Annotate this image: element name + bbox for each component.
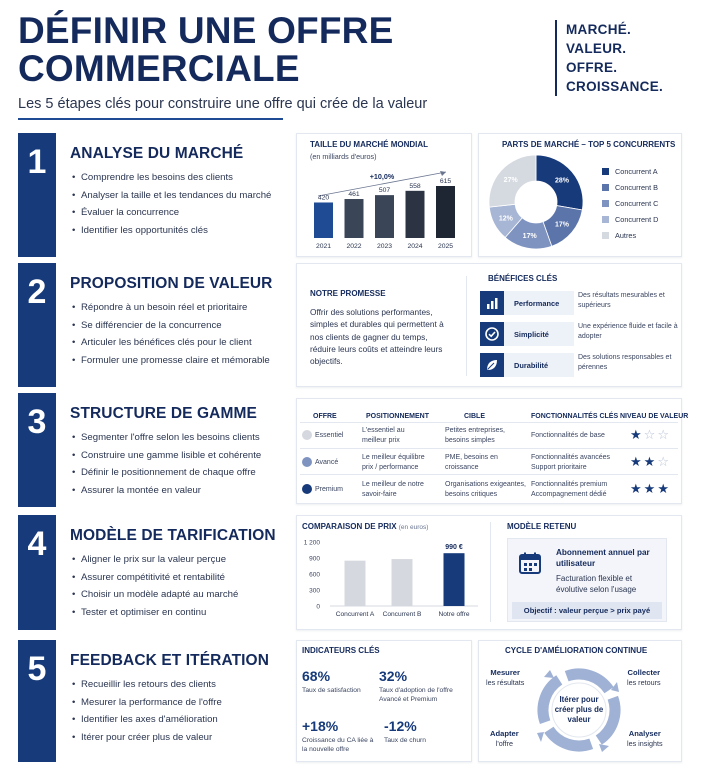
- bar: [375, 195, 394, 238]
- tagline-word: OFFRE.: [566, 60, 618, 75]
- step-bullets: [72, 678, 222, 748]
- table-header: FONCTIONNALITÉS CLÉS: [531, 413, 619, 420]
- legend-swatch: [602, 216, 609, 223]
- bullet-item: • Définir le positionnement de chaque offre: [72, 466, 261, 484]
- star-filled-icon: ★: [630, 427, 644, 442]
- step-number: 3: [27, 403, 47, 441]
- slice-label: 12%: [498, 215, 513, 223]
- bullet-item: • Construire une gamme lisible et cohérente: [72, 449, 261, 467]
- slice-label: 28%: [554, 177, 570, 185]
- step-number-badge: [18, 640, 56, 762]
- highlight-value-label: 990 €: [445, 544, 463, 552]
- bar: [444, 553, 465, 606]
- benefits-title: BÉNÉFICES CLÉS: [488, 274, 558, 283]
- legend-item: [602, 215, 658, 224]
- bullet-item: • Recueillir les retours des clients: [72, 678, 222, 696]
- benefit-desc: Des solutions responsables et pérennes: [578, 354, 672, 371]
- kpi-label: Taux d'adoption de l'offre Avancé et Premium: [379, 687, 453, 703]
- slice-label: 27%: [503, 176, 518, 184]
- table-cell-offre: Essentiel: [315, 432, 344, 439]
- market-share-donut: [486, 152, 586, 252]
- bullet-item: • Évaluer la concurrence: [72, 206, 271, 224]
- market-size-title: TAILLE DU MARCHÉ MONDIAL: [310, 140, 429, 149]
- step-bullets: [72, 171, 271, 241]
- step-number: 5: [27, 650, 47, 688]
- market-share-title: PARTS DE MARCHÉ – TOP 5 CONCURRENTS: [502, 140, 676, 149]
- promise-text: Offrir des solutions performantes, simples et durables qui permettent à nos clients de gagner du temps, réduire leurs coûts et atteindre leurs objectifs.: [310, 307, 444, 367]
- bullet-item: • Analyser la taille et les tendances du marché: [72, 189, 271, 207]
- kpi-title: INDICATEURS CLÉS: [302, 646, 380, 655]
- star-filled-icon: ★: [630, 481, 644, 496]
- table-cell-cible: Petites entreprises, besoins simples: [445, 427, 505, 444]
- model-detail: Facturation flexible et évolutive selon l'usage: [556, 574, 637, 594]
- legend-label: Autres: [615, 231, 637, 240]
- promise-divider: [466, 276, 467, 376]
- cycle-step: [627, 729, 663, 748]
- offer-dot: [302, 457, 312, 467]
- table-header: POSITIONNEMENT: [366, 413, 430, 420]
- benefit-desc: Une expérience fluide et facile à adopter: [578, 323, 678, 340]
- step-title: STRUCTURE DE GAMME: [70, 405, 257, 422]
- y-tick-label: 1 200: [303, 539, 320, 547]
- step-title: PROPOSITION DE VALEUR: [70, 275, 273, 292]
- table-header: NIVEAU DE VALEUR: [620, 413, 689, 420]
- cycle-step-name: Analyser: [628, 729, 661, 738]
- bar-value-label: 461: [348, 191, 360, 199]
- price-unit: (en euros): [398, 524, 429, 531]
- step-title: FEEDBACK ET ITÉRATION: [70, 652, 270, 669]
- price-title-text: COMPARAISON DE PRIX: [302, 522, 397, 531]
- trend-arrow-head: [440, 171, 446, 176]
- step-title: MODÈLE DE TARIFICATION: [70, 527, 276, 544]
- step-number: 1: [27, 143, 47, 181]
- page-subtitle: Les 5 étapes clés pour construire une offre qui crée de la valeur: [18, 96, 428, 112]
- step-number-badge: [18, 515, 56, 630]
- step-number: 4: [27, 525, 47, 563]
- value-stars: [630, 427, 671, 443]
- bar-chart-icon: [480, 291, 504, 315]
- table-rule: [300, 474, 678, 475]
- bar: [345, 199, 364, 238]
- step-number-badge: [18, 393, 56, 507]
- benefit-name: Performance: [504, 291, 574, 315]
- table-cell-positionnement: Le meilleur équilibre prix / performance: [362, 454, 425, 471]
- step-bullets: [72, 301, 270, 371]
- benefit-item: [480, 322, 678, 349]
- table-cell-offre: Premium: [315, 486, 344, 493]
- x-tick-label: Concurrent A: [335, 611, 375, 618]
- market-size-chart: [296, 160, 472, 257]
- tagline-block: [555, 20, 663, 96]
- cycle-step-name: Mesurer: [490, 668, 520, 677]
- legend-item: [602, 167, 658, 176]
- table-cell-fonctionnalites: Fonctionnalités avancées Support prioritaire: [531, 454, 610, 471]
- star-empty-icon: ☆: [643, 427, 658, 442]
- table-cell-offre: Avancé: [315, 459, 339, 466]
- kpi-value: 32%: [379, 668, 408, 684]
- table-header: OFFRE: [313, 413, 337, 420]
- cycle-step: [486, 668, 524, 687]
- bullet-item: • Mesurer la performance de l'offre: [72, 696, 222, 714]
- slice-label: 17%: [554, 221, 570, 229]
- legend-label: Concurrent A: [615, 167, 658, 176]
- x-tick-label: 2022: [346, 243, 362, 250]
- legend-swatch: [602, 168, 609, 175]
- benefit-item: [480, 353, 670, 380]
- bar-value-label: 507: [378, 187, 391, 195]
- legend-swatch: [602, 232, 609, 239]
- star-empty-icon: ☆: [657, 427, 671, 442]
- table-header: CIBLE: [464, 413, 485, 420]
- bullet-item: • Aligner le prix sur la valeur perçue: [72, 553, 238, 571]
- step-title: ANALYSE DU MARCHÉ: [70, 145, 244, 162]
- step-number-badge: [18, 133, 56, 257]
- legend-label: Concurrent C: [615, 199, 659, 208]
- benefit-name: Simplicité: [504, 322, 574, 346]
- check-circle-icon: [480, 322, 504, 346]
- x-tick-label: Notre offre: [438, 611, 470, 618]
- growth-annotation: +10,0%: [369, 172, 395, 181]
- star-empty-icon: ☆: [657, 454, 671, 469]
- bullet-item: • Comprendre les besoins des clients: [72, 171, 271, 189]
- bullet-item: • Choisir un modèle adapté au marché: [72, 588, 238, 606]
- kpi-value: 68%: [302, 668, 331, 684]
- cycle-step-name: Adapter: [490, 729, 519, 738]
- cycle-step-name: Collecter: [627, 668, 661, 677]
- model-heading: Abonnement annuel par utilisateur: [556, 548, 650, 568]
- table-cell-cible: Organisations exigeantes, besoins critiques: [445, 481, 526, 498]
- calendar-icon: [518, 551, 542, 580]
- model-objective: Objectif : valeur perçue > prix payé: [512, 602, 662, 619]
- benefit-name: Durabilité: [504, 353, 574, 377]
- y-tick-label: 600: [309, 571, 320, 579]
- legend-item: [602, 199, 658, 208]
- market-size-subtitle: (en milliards d'euros): [310, 152, 377, 161]
- table-rule: [300, 422, 678, 423]
- bar: [345, 561, 366, 606]
- bar: [392, 559, 413, 606]
- value-stars: [630, 481, 671, 497]
- cycle-center: Itérer pour créer plus de valeur: [554, 695, 604, 724]
- legend-item: [602, 183, 658, 192]
- cycle-step: [490, 729, 519, 748]
- y-tick-label: 0: [316, 603, 320, 611]
- table-cell-cible: PME, besoins en croissance: [445, 454, 498, 471]
- offer-dot: [302, 430, 312, 440]
- step-bullets: [72, 553, 238, 623]
- step-bullets: [72, 431, 261, 501]
- bullet-item: • Itérer pour créer plus de valeur: [72, 731, 222, 749]
- bar: [406, 191, 425, 238]
- kpi-label: Croissance du CA liée à la nouvelle offre: [302, 737, 374, 753]
- bullet-item: • Segmenter l'offre selon les besoins clients: [72, 431, 261, 449]
- star-filled-icon: ★: [643, 454, 658, 469]
- price-chart-title: [302, 522, 428, 531]
- page-title: DÉFINIR UNE OFFRE COMMERCIALE: [18, 10, 394, 89]
- bar: [314, 202, 333, 238]
- market-share-legend: [602, 167, 682, 247]
- step-number: 2: [27, 273, 47, 311]
- bar: [436, 186, 455, 238]
- kpi-value: +18%: [302, 718, 339, 734]
- cycle-step-sub: les insights: [627, 738, 663, 748]
- value-stars: [630, 454, 671, 470]
- bullet-item: • Répondre à un besoin réel et prioritaire: [72, 301, 270, 319]
- tagline-word: VALEUR.: [566, 41, 627, 56]
- bullet-item: • Formuler une promesse claire et mémorable: [72, 354, 270, 372]
- kpi-label: Taux de churn: [384, 737, 427, 744]
- x-tick-label: Concurrent B: [382, 611, 422, 618]
- bar-value-label: 420: [317, 194, 330, 202]
- cycle-step-sub: l'offre: [495, 738, 513, 748]
- legend-label: Concurrent B: [615, 183, 658, 192]
- price-chart: [296, 532, 488, 628]
- kpi-label: Taux de satisfaction: [302, 687, 361, 694]
- cycle-step-sub: les résultats: [486, 677, 525, 687]
- benefit-desc: Des résultats mesurables et supérieurs: [578, 292, 665, 309]
- y-tick-label: 900: [309, 555, 320, 563]
- slice-label: 17%: [522, 232, 537, 240]
- x-tick-label: 2025: [437, 243, 454, 250]
- x-tick-label: 2021: [315, 243, 332, 250]
- bullet-item: • Assurer la montée en valeur: [72, 484, 261, 502]
- tagline-word: MARCHÉ.: [566, 22, 632, 37]
- star-filled-icon: ★: [643, 481, 658, 496]
- leaf-icon: [480, 353, 504, 377]
- model-title: MODÈLE RETENU: [507, 522, 577, 531]
- legend-item: [602, 231, 636, 240]
- legend-label: Concurrent D: [615, 215, 659, 224]
- step-number-badge: [18, 263, 56, 387]
- star-filled-icon: ★: [657, 481, 671, 496]
- cycle-step-sub: les retours: [627, 677, 661, 687]
- benefit-item: [480, 291, 670, 318]
- y-tick-label: 300: [309, 587, 320, 595]
- bullet-item: • Identifier les opportunités clés: [72, 224, 271, 242]
- legend-swatch: [602, 200, 609, 207]
- bullet-item: • Assurer compétitivité et rentabilité: [72, 571, 238, 589]
- bullet-item: • Identifier les axes d'amélioration: [72, 713, 222, 731]
- x-tick-label: 2023: [376, 243, 393, 250]
- table-cell-fonctionnalites: Fonctionnalités premium Accompagnement dédié: [531, 481, 608, 498]
- bullet-item: • Tester et optimiser en continu: [72, 606, 238, 624]
- bullet-item: • Se différencier de la concurrence: [72, 319, 270, 337]
- bullet-item: • Articuler les bénéfices clés pour le client: [72, 336, 270, 354]
- legend-swatch: [602, 184, 609, 191]
- offer-dot: [302, 484, 312, 494]
- subtitle-underline: [18, 118, 283, 120]
- table-rule: [300, 448, 678, 449]
- bar-value-label: 558: [409, 182, 421, 190]
- table-cell-positionnement: L'essentiel au meilleur prix: [362, 427, 405, 444]
- cycle-step: [627, 668, 661, 687]
- kpi-value: -12%: [384, 718, 417, 734]
- x-tick-label: 2024: [407, 243, 423, 250]
- table-cell-fonctionnalites: Fonctionnalités de base: [531, 432, 605, 439]
- star-filled-icon: ★: [630, 454, 644, 469]
- tagline-word: CROISSANCE.: [566, 79, 664, 94]
- cycle-title: CYCLE D'AMÉLIORATION CONTINUE: [505, 646, 648, 655]
- promise-title: NOTRE PROMESSE: [310, 289, 386, 298]
- table-cell-positionnement: Le meilleur de notre savoir-faire: [362, 481, 424, 498]
- bar-value-label: 615: [439, 178, 452, 185]
- price-divider: [490, 522, 491, 622]
